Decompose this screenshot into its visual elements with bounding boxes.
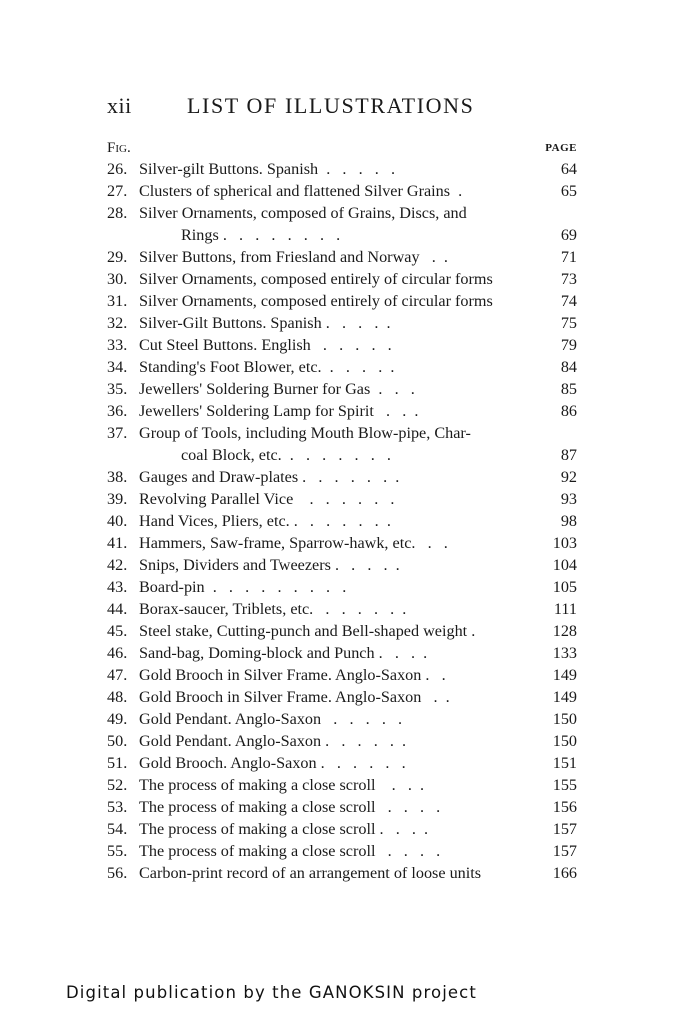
- figure-number: 39.: [107, 490, 128, 508]
- page-reference: 105: [552, 578, 577, 596]
- list-item: [107, 202, 577, 246]
- dot-leader: . . . . . . .: [281, 446, 391, 464]
- figure-number: 34.: [107, 358, 128, 376]
- figure-number: 40.: [107, 512, 128, 530]
- page-reference: 64: [560, 160, 577, 178]
- dot-leader: . . . . .: [321, 710, 403, 728]
- page-reference: 166: [552, 864, 577, 882]
- figure-number: 29.: [107, 248, 128, 266]
- figure-caption: [139, 664, 531, 686]
- caption-text: Gold Brooch in Silver Frame. Anglo-Saxon: [139, 688, 422, 706]
- caption-text: Steel stake, Cutting-punch and Bell-shaped weight: [139, 622, 468, 640]
- column-headings: [107, 140, 577, 158]
- list-item: [107, 356, 577, 378]
- list-item: [107, 840, 577, 862]
- page-reference: 86: [560, 402, 577, 420]
- dot-leader: . .: [421, 688, 450, 706]
- figure-number: 51.: [107, 754, 128, 772]
- figure-number: 46.: [107, 644, 128, 662]
- caption-text: Sand-bag, Doming-block and Punch: [139, 644, 375, 662]
- figure-number: 45.: [107, 622, 128, 640]
- list-item: [107, 598, 577, 620]
- caption-text: The process of making a close scroll: [139, 820, 376, 838]
- figure-caption: [139, 488, 531, 510]
- figure-caption: [139, 400, 531, 422]
- figure-caption: [139, 554, 531, 576]
- page-reference: 149: [552, 666, 577, 684]
- page-reference: 111: [553, 600, 577, 618]
- figure-caption: [139, 576, 531, 598]
- figure-caption: [139, 466, 531, 488]
- page-reference: 75: [560, 314, 577, 332]
- page-reference: 149: [552, 688, 577, 706]
- figure-caption: [139, 862, 531, 884]
- list-item: [107, 774, 577, 796]
- page-reference: 65: [560, 182, 577, 200]
- figure-number: 26.: [107, 160, 128, 178]
- figure-number: 35.: [107, 380, 128, 398]
- figure-caption: [139, 378, 531, 400]
- page-reference: 84: [560, 358, 577, 376]
- list-item: [107, 466, 577, 488]
- caption-text: Snips, Dividers and Tweezers: [139, 556, 331, 574]
- page-reference: 103: [552, 534, 577, 552]
- figure-caption: [139, 708, 531, 730]
- dot-leader: . . . .: [375, 798, 441, 816]
- figure-number: 31.: [107, 292, 128, 310]
- figure-caption: [139, 532, 531, 554]
- page-reference: 150: [552, 710, 577, 728]
- figure-number: 55.: [107, 842, 128, 860]
- figure-caption: [139, 312, 531, 334]
- caption-text: Hand Vices, Pliers, etc.: [139, 512, 290, 530]
- figure-caption: [139, 356, 531, 378]
- list-item: [107, 752, 577, 774]
- figure-number: 53.: [107, 798, 128, 816]
- list-item: [107, 686, 577, 708]
- dot-leader: . . . . . . .: [289, 512, 391, 530]
- dot-leader: . . . . . . . .: [218, 226, 341, 244]
- caption-text: Standing's Foot Blower, etc.: [139, 358, 322, 376]
- figure-caption: [139, 334, 531, 356]
- caption-continuation: [139, 444, 531, 466]
- figure-number: 38.: [107, 468, 128, 486]
- figure-caption: [139, 510, 531, 532]
- caption-text: Board-pin: [139, 578, 205, 596]
- figure-number: 43.: [107, 578, 128, 596]
- caption-text: Carbon-print record of an arrangement of loose units: [139, 864, 482, 882]
- page-header: [107, 93, 587, 125]
- dot-leader: . . . . . .: [321, 732, 407, 750]
- list-item: [107, 554, 577, 576]
- caption-text: The process of making a close scroll: [139, 798, 376, 816]
- page-reference: 71: [560, 248, 577, 266]
- figure-number: 50.: [107, 732, 128, 750]
- list-item: [107, 334, 577, 356]
- page-reference: 151: [552, 754, 577, 772]
- list-item: [107, 642, 577, 664]
- dot-leader: . . .: [370, 380, 415, 398]
- list-item: [107, 664, 577, 686]
- dot-leader: . . . .: [374, 644, 428, 662]
- dot-leader: . .: [415, 534, 448, 552]
- caption-text: Silver Ornaments, composed entirely of circular forms: [139, 270, 493, 288]
- fig-column-heading: Fig.: [107, 140, 131, 156]
- page-reference: 87: [560, 446, 577, 464]
- caption-text: Borax-saucer, Triblets, etc.: [139, 600, 314, 618]
- figure-caption: [139, 774, 531, 796]
- page-reference: 69: [560, 226, 577, 244]
- caption-text: Jewellers' Soldering Lamp for Spirit: [139, 402, 374, 420]
- caption-text: Group of Tools, including Mouth Blow-pipe, Char-: [139, 424, 471, 442]
- caption-text: Jewellers' Soldering Burner for Gas: [139, 380, 371, 398]
- dot-leader: . .: [419, 248, 448, 266]
- figure-caption: [139, 752, 531, 774]
- figure-number: 52.: [107, 776, 128, 794]
- caption-text: Cut Steel Buttons. English: [139, 336, 311, 354]
- page-reference: 93: [560, 490, 577, 508]
- list-item: [107, 180, 577, 202]
- dot-leader: . . . . . .: [293, 490, 395, 508]
- figure-caption: [139, 730, 531, 752]
- caption-text: Gauges and Draw-plates: [139, 468, 299, 486]
- page-reference: 133: [552, 644, 577, 662]
- illustrations-list: [107, 158, 577, 884]
- page-reference: 98: [560, 512, 577, 530]
- figure-number: 47.: [107, 666, 128, 684]
- caption-continuation: [139, 224, 531, 246]
- dot-leader: . .: [421, 666, 446, 684]
- caption-text: Silver Buttons, from Friesland and Norway: [139, 248, 420, 266]
- list-item: [107, 620, 577, 642]
- caption-text: Gold Brooch in Silver Frame. Anglo-Saxon: [139, 666, 422, 684]
- figure-caption: [139, 202, 531, 224]
- caption-text: The process of making a close scroll: [139, 776, 376, 794]
- dot-leader: . . .: [375, 776, 425, 794]
- caption-text: The process of making a close scroll: [139, 842, 376, 860]
- figure-number: 28.: [107, 204, 128, 222]
- list-item: [107, 400, 577, 422]
- list-item: [107, 818, 577, 840]
- figure-number: 30.: [107, 270, 128, 288]
- caption-text: Silver Ornaments, composed of Grains, Discs, and: [139, 204, 467, 222]
- list-item: [107, 576, 577, 598]
- figure-caption: [139, 642, 531, 664]
- list-item: [107, 730, 577, 752]
- page-reference: 157: [552, 842, 577, 860]
- dot-leader: . . . .: [375, 842, 441, 860]
- page-reference: 104: [552, 556, 577, 574]
- figure-number: 49.: [107, 710, 128, 728]
- dot-leader: . . . . .: [330, 556, 400, 574]
- caption-text: Revolving Parallel Vice: [139, 490, 294, 508]
- list-item: [107, 312, 577, 334]
- page-reference: 73: [560, 270, 577, 288]
- caption-text: Gold Pendant. Anglo-Saxon: [139, 732, 322, 750]
- dot-leader: . . . . .: [310, 336, 392, 354]
- figure-number: 27.: [107, 182, 128, 200]
- dot-leader: . . . . .: [318, 160, 395, 178]
- caption-text: Hammers, Saw-frame, Sparrow-hawk, etc.: [139, 534, 416, 552]
- dot-leader: . . . . .: [321, 314, 391, 332]
- figure-caption: [139, 180, 531, 202]
- page-column-heading: PAGE: [545, 142, 577, 154]
- figure-caption: [139, 158, 531, 180]
- figure-number: 33.: [107, 336, 128, 354]
- figure-caption: [139, 290, 531, 312]
- caption-text: Gold Brooch. Anglo-Saxon: [139, 754, 317, 772]
- dot-leader: . . . . . . . . .: [204, 578, 347, 596]
- figure-number: 37.: [107, 424, 128, 442]
- figure-number: 42.: [107, 556, 128, 574]
- figure-caption: [139, 246, 531, 268]
- page-title: LIST OF ILLUSTRATIONS: [187, 93, 475, 118]
- list-item: [107, 290, 577, 312]
- page-reference: 128: [552, 622, 577, 640]
- list-item: [107, 510, 577, 532]
- caption-text: Silver Ornaments, composed entirely of circular forms: [139, 292, 493, 310]
- figure-caption: [139, 268, 531, 290]
- page-reference: 156: [552, 798, 577, 816]
- dot-leader: . . . . .: [321, 358, 395, 376]
- page-reference: 155: [552, 776, 577, 794]
- list-item: [107, 268, 577, 290]
- list-item: [107, 378, 577, 400]
- list-item: [107, 708, 577, 730]
- figure-caption: [139, 818, 531, 840]
- figure-number: 44.: [107, 600, 128, 618]
- list-item: [107, 488, 577, 510]
- figure-caption: [139, 620, 531, 642]
- dot-leader: . . . .: [375, 820, 429, 838]
- dot-leader: . . . . . . .: [298, 468, 400, 486]
- continuation-text: coal Block, etc.: [181, 446, 282, 464]
- figure-caption: [139, 796, 531, 818]
- caption-text: Gold Pendant. Anglo-Saxon: [139, 710, 322, 728]
- figure-number: 36.: [107, 402, 128, 420]
- caption-text: Clusters of spherical and flattened Silver Grains: [139, 182, 451, 200]
- dot-leader: .: [450, 182, 463, 200]
- list-item: [107, 862, 577, 884]
- list-item: [107, 158, 577, 180]
- page-reference: 85: [560, 380, 577, 398]
- page-reference: 157: [552, 820, 577, 838]
- list-item: [107, 246, 577, 268]
- figure-caption: [139, 598, 531, 620]
- figure-number: 54.: [107, 820, 128, 838]
- page-reference: 150: [552, 732, 577, 750]
- dot-leader: .: [467, 622, 476, 640]
- figure-number: 48.: [107, 688, 128, 706]
- caption-text: Silver-gilt Buttons. Spanish: [139, 160, 319, 178]
- figure-number: 41.: [107, 534, 128, 552]
- continuation-text: Rings: [181, 226, 219, 244]
- page-number: xii: [107, 93, 132, 118]
- figure-caption: [139, 686, 531, 708]
- dot-leader: . . . . . .: [313, 600, 407, 618]
- figure-number: 56.: [107, 864, 128, 882]
- caption-text: Silver-Gilt Buttons. Spanish: [139, 314, 322, 332]
- figure-number: 32.: [107, 314, 128, 332]
- dot-leader: . . . . . .: [316, 754, 406, 772]
- publication-credit: Digital publication by the GANOKSIN project: [66, 983, 477, 1002]
- list-item: [107, 796, 577, 818]
- figure-caption: [139, 840, 531, 862]
- figure-caption: [139, 422, 531, 444]
- page-reference: 79: [560, 336, 577, 354]
- dot-leader: . . .: [373, 402, 419, 420]
- page-reference: 92: [560, 468, 577, 486]
- page-reference: 74: [560, 292, 577, 310]
- list-item: [107, 422, 577, 466]
- list-item: [107, 532, 577, 554]
